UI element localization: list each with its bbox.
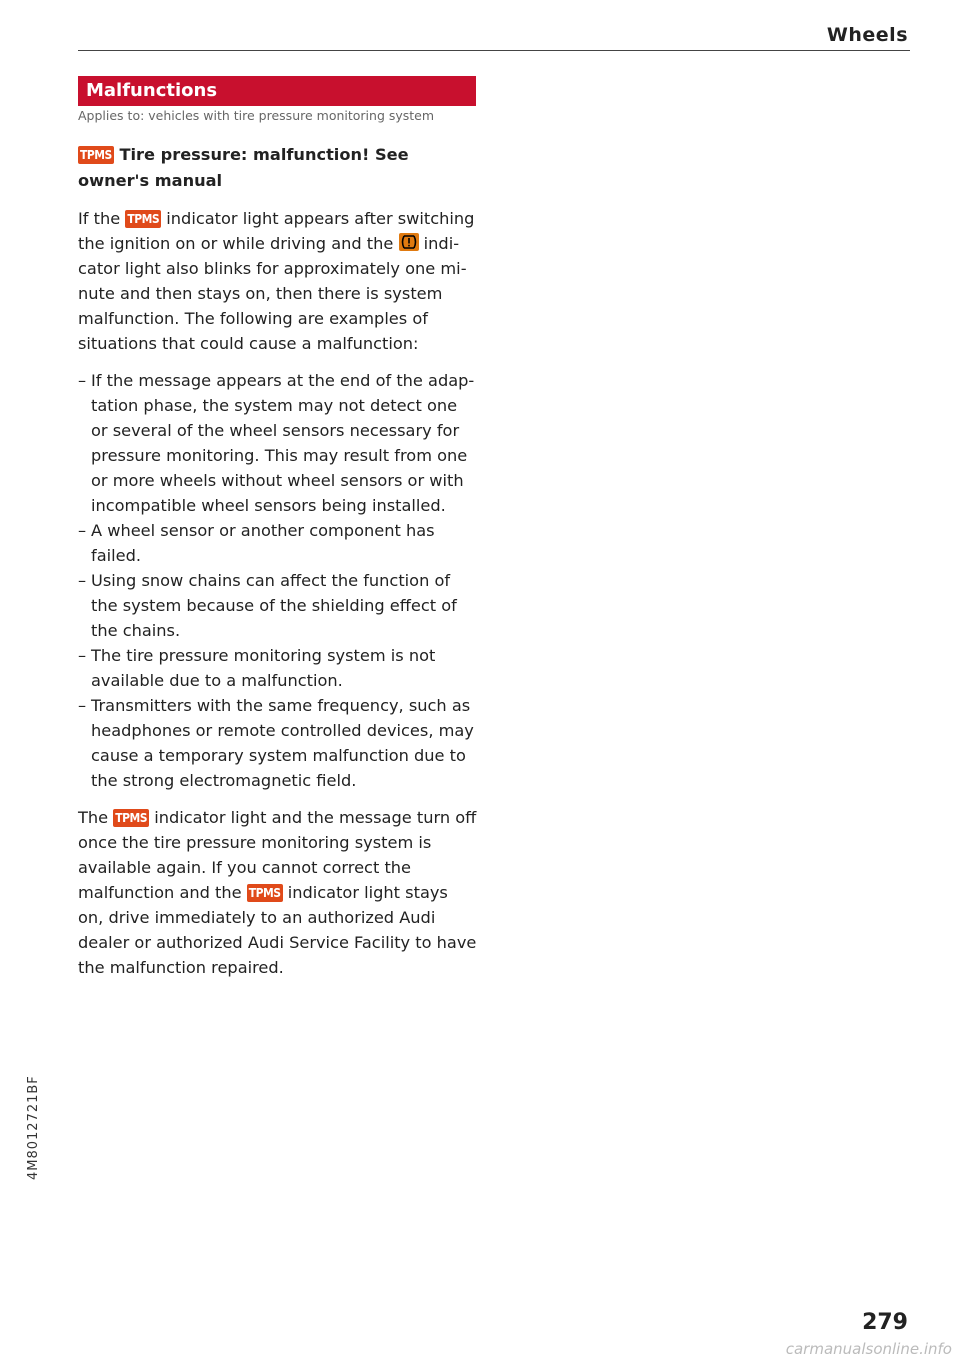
tpms-indicator-icon: TPMS <box>127 212 160 226</box>
intro-paragraph <box>78 206 478 356</box>
resolution-paragraph <box>78 805 478 980</box>
list-item: – The tire pressure monitoring system is not available due to a malfunction. <box>78 643 478 693</box>
section-title-bar: Malfunctions <box>78 76 476 106</box>
intro-text-2: indicator light appears after switching the ignition on or while driving and the <box>78 209 475 253</box>
watermark: carmanualsonline.info <box>785 1340 952 1358</box>
tpms-indicator-icon: TPMS <box>115 811 148 825</box>
tpms-indicator-icon: TPMS <box>248 886 281 900</box>
header-rule <box>78 50 910 51</box>
applies-to-note: Applies to: vehicles with tire pressure monitoring system <box>78 108 435 123</box>
list-item: – If the message appears at the end of the adaptation phase, the system may not detect one or several of the wheel sensors necessary for pressure monitoring. This may result from one or more wheels without wheel sensors or with incompatible wheel sensors being installed. <box>78 368 478 518</box>
list-item: – Transmitters with the same frequency, such as headphones or remote controlled devices, may cause a temporary system malfunction due to the strong electromagnetic field. <box>78 693 478 793</box>
chapter-title: Wheels <box>826 24 908 46</box>
main-content <box>78 142 478 992</box>
resolution-text-2: indicator light and the message turn off once the tire pressure monitoring system is available again. If you cannot correct the malfunction and the <box>78 808 477 902</box>
tpms-indicator-icon: TPMS <box>80 148 112 162</box>
message-heading <box>78 142 478 194</box>
causes-list <box>78 368 478 793</box>
list-item: – Using snow chains can affect the function of the system because of the shielding effect of the chains. <box>78 568 478 643</box>
tire-pressure-warning-icon <box>399 233 419 251</box>
intro-text-1: If the <box>78 209 121 228</box>
page-number: 279 <box>862 1310 908 1335</box>
resolution-text-3: indicator light stays on, drive immediately to an authorized Audi dealer or authorized Audi Service Facility to have the malfunction repaired. <box>78 883 477 977</box>
resolution-text-1: The <box>78 808 109 827</box>
document-code: 4M8012721BF <box>26 1075 41 1180</box>
message-heading-text: Tire pressure: malfunction! See owner's manual <box>78 145 409 190</box>
intro-text-3: indicator light also blinks for approximately one minute and then stays on, then there is system malfunction. The following are examples of situations that could cause a malfunction: <box>78 234 467 353</box>
list-item: – A wheel sensor or another component has failed. <box>78 518 478 568</box>
